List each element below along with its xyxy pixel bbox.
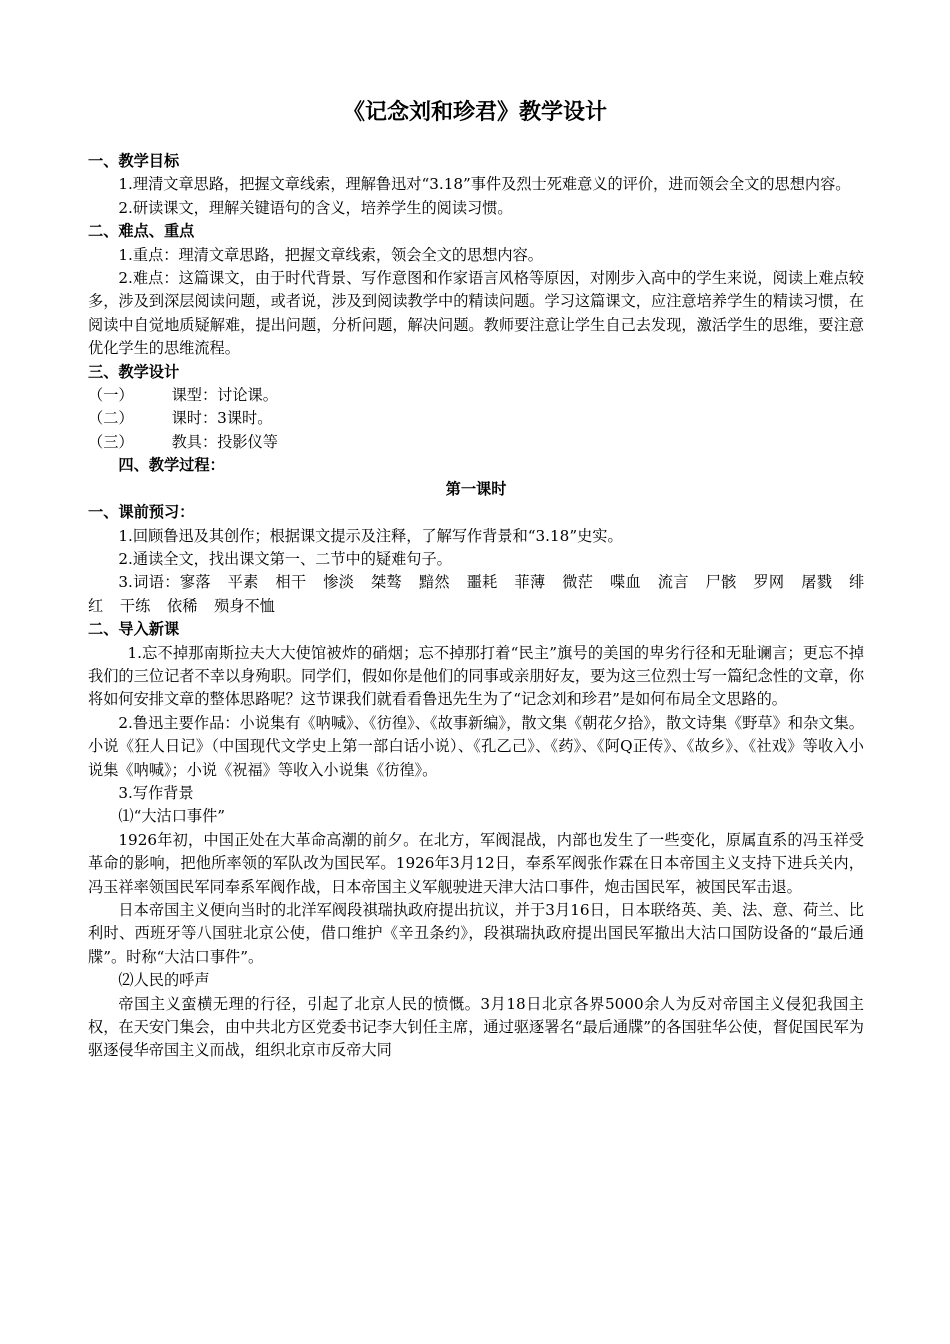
paragraph: 1.回顾鲁迅及其创作；根据课文提示及注释，了解写作背景和“3.18”史实。 bbox=[118, 526, 623, 545]
paragraph: 1.忘不掉那南斯拉夫大大使馆被炸的硝烟；忘不掉那打着“民主”旗号的美国的卑劣行径和无耻谰言；更忘不掉我们的三位记者不幸以身殉职。同学们，假如你是他们的同事或亲朋好友，要为这三位烈士写一篇纪念性的文章，你将如何安排文章的整体思路呢？这节课我们就看看鲁迅先生为了“记念刘和珍君”是如何布局全文思路的。 bbox=[88, 643, 864, 709]
vocabulary-list bbox=[88, 571, 864, 618]
vocab-word: 绯红 bbox=[88, 573, 865, 615]
vocab-word: 依稀 bbox=[167, 596, 198, 615]
list-item bbox=[88, 407, 864, 430]
vocab-word: 流言 bbox=[657, 573, 689, 592]
vocab-word: 喋血 bbox=[610, 573, 642, 592]
section-heading-key-points: 二、难点、重点 bbox=[88, 222, 195, 241]
document-body bbox=[88, 150, 864, 1063]
list-item-text: 课时：3课时。 bbox=[171, 409, 273, 428]
paragraph: 帝国主义蛮横无理的行径，引起了北京人民的愤慨。3月18日北京各界5000余人为反对帝国主义侵犯我国主权，在天安门集会，由中共北方区党委书记李大钊任主席，通过驱逐署名“最后通牒”的各国驻华公使，督促国民军为驱逐侵华帝国主义而战，组织北京市反帝大同 bbox=[88, 994, 864, 1060]
vocab-word: 桀骜 bbox=[371, 573, 403, 592]
vocabulary-label: 3.词语： bbox=[118, 573, 180, 592]
section-heading-goals: 一、教学目标 bbox=[88, 152, 180, 170]
list-item-text: 课型：讨论课。 bbox=[171, 386, 278, 405]
paragraph: 1926年初，中国正处在大革命高潮的前夕。在北方，军阀混战，内部也发生了一些变化，原属直系的冯玉祥受革命的影响，把他所率领的军队改为国民军。1926年3月12日，奉系军阀张作霖在日本帝国主义支持下进兵关内，冯玉祥率领国民军同奉系军阀作战，日本帝国主义军舰驶进天津大沽口事件，炮击国民军，被国民军击退。 bbox=[88, 830, 864, 896]
vocab-word: 干练 bbox=[119, 596, 151, 615]
vocab-word: 尸骸 bbox=[705, 573, 737, 592]
list-item bbox=[88, 431, 864, 454]
vocab-word: 黯然 bbox=[418, 573, 450, 592]
section-heading-design: 三、教学设计 bbox=[88, 362, 180, 381]
paragraph: 日本帝国主义便向当时的北洋军阀段祺瑞执政府提出抗议，并于3月16日，日本联络英、美、法、意、荷兰、比利时、西班牙等八国驻北京公使，借口维护《辛丑条约》，段祺瑞执政府提出国民军撤出大沽口国防设备的“最后通牒”。时称“大沽口事件”。 bbox=[88, 901, 864, 966]
list-item-number: （二） bbox=[88, 409, 134, 428]
list-item-number: （一） bbox=[88, 386, 134, 405]
vocab-word: 平素 bbox=[227, 573, 259, 592]
section-heading-preview: 一、课前预习： bbox=[88, 503, 195, 522]
document-title: 《记念刘和珍君》教学设计 bbox=[342, 100, 607, 125]
section-heading-process: 四、教学过程： bbox=[118, 456, 225, 475]
vocab-word: 噩耗 bbox=[466, 573, 498, 592]
paragraph: 1.理清文章思路，把握文章线索，理解鲁迅对“3.18”事件及烈士死难意义的评价，进而领会全文的思想内容。 bbox=[118, 175, 851, 194]
lesson-heading: 第一课时 bbox=[445, 479, 507, 498]
list-item-number: （三） bbox=[88, 432, 134, 451]
paragraph: 2.通读全文，找出课文第一、二节中的疑难句子。 bbox=[118, 549, 452, 568]
vocab-word: 屠戮 bbox=[801, 573, 833, 592]
list-item bbox=[88, 384, 864, 407]
vocab-word: 微茫 bbox=[562, 573, 594, 592]
subheading: ⑴“大沽口事件” bbox=[118, 807, 226, 826]
paragraph: 2.研读课文，理解关键语句的含义，培养学生的阅读习惯。 bbox=[118, 198, 513, 217]
paragraph: 1.重点：理清文章思路，把握文章线索，领会全文的思想内容。 bbox=[118, 245, 543, 264]
vocab-word: 寥落 bbox=[179, 573, 211, 592]
paragraph: 2.鲁迅主要作品：小说集有《呐喊》、《彷徨》、《故事新编》，散文集《朝花夕拾》，散文诗集《野草》和杂文集。小说《狂人日记》（中国现代文学史上第一部白话小说）、《孔乙己》、《药》、《阿Q正传》、《故乡》、《社戏》等收入小说集《呐喊》；小说《祝福》等收入小说集《彷徨》。 bbox=[88, 713, 864, 779]
vocab-word: 殒身不恤 bbox=[214, 596, 275, 615]
paragraph: 2.难点：这篇课文，由于时代背景、写作意图和作家语言风格等原因，对刚步入高中的学生来说，阅读上难点较多，涉及到深层阅读问题，或者说，涉及到阅读教学中的精读问题。学习这篇课文，应注意培养学生的精读习惯，在阅读中自觉地质疑解难，提出问题，分析问题，解决问题。教师要注意让学生自己去发现，激活学生的思维，要注意优化学生的思维流程。 bbox=[88, 269, 864, 358]
vocab-word: 惨淡 bbox=[323, 573, 355, 592]
list-item-text: 教具：投影仪等 bbox=[171, 432, 278, 451]
vocab-word: 相干 bbox=[275, 573, 307, 592]
vocab-word: 罗网 bbox=[753, 573, 785, 592]
paragraph: 3.写作背景 bbox=[118, 783, 194, 802]
subheading: ⑵人民的呼声 bbox=[118, 971, 210, 990]
vocab-word: 菲薄 bbox=[514, 573, 546, 592]
section-heading-intro: 二、导入新课 bbox=[88, 620, 180, 639]
